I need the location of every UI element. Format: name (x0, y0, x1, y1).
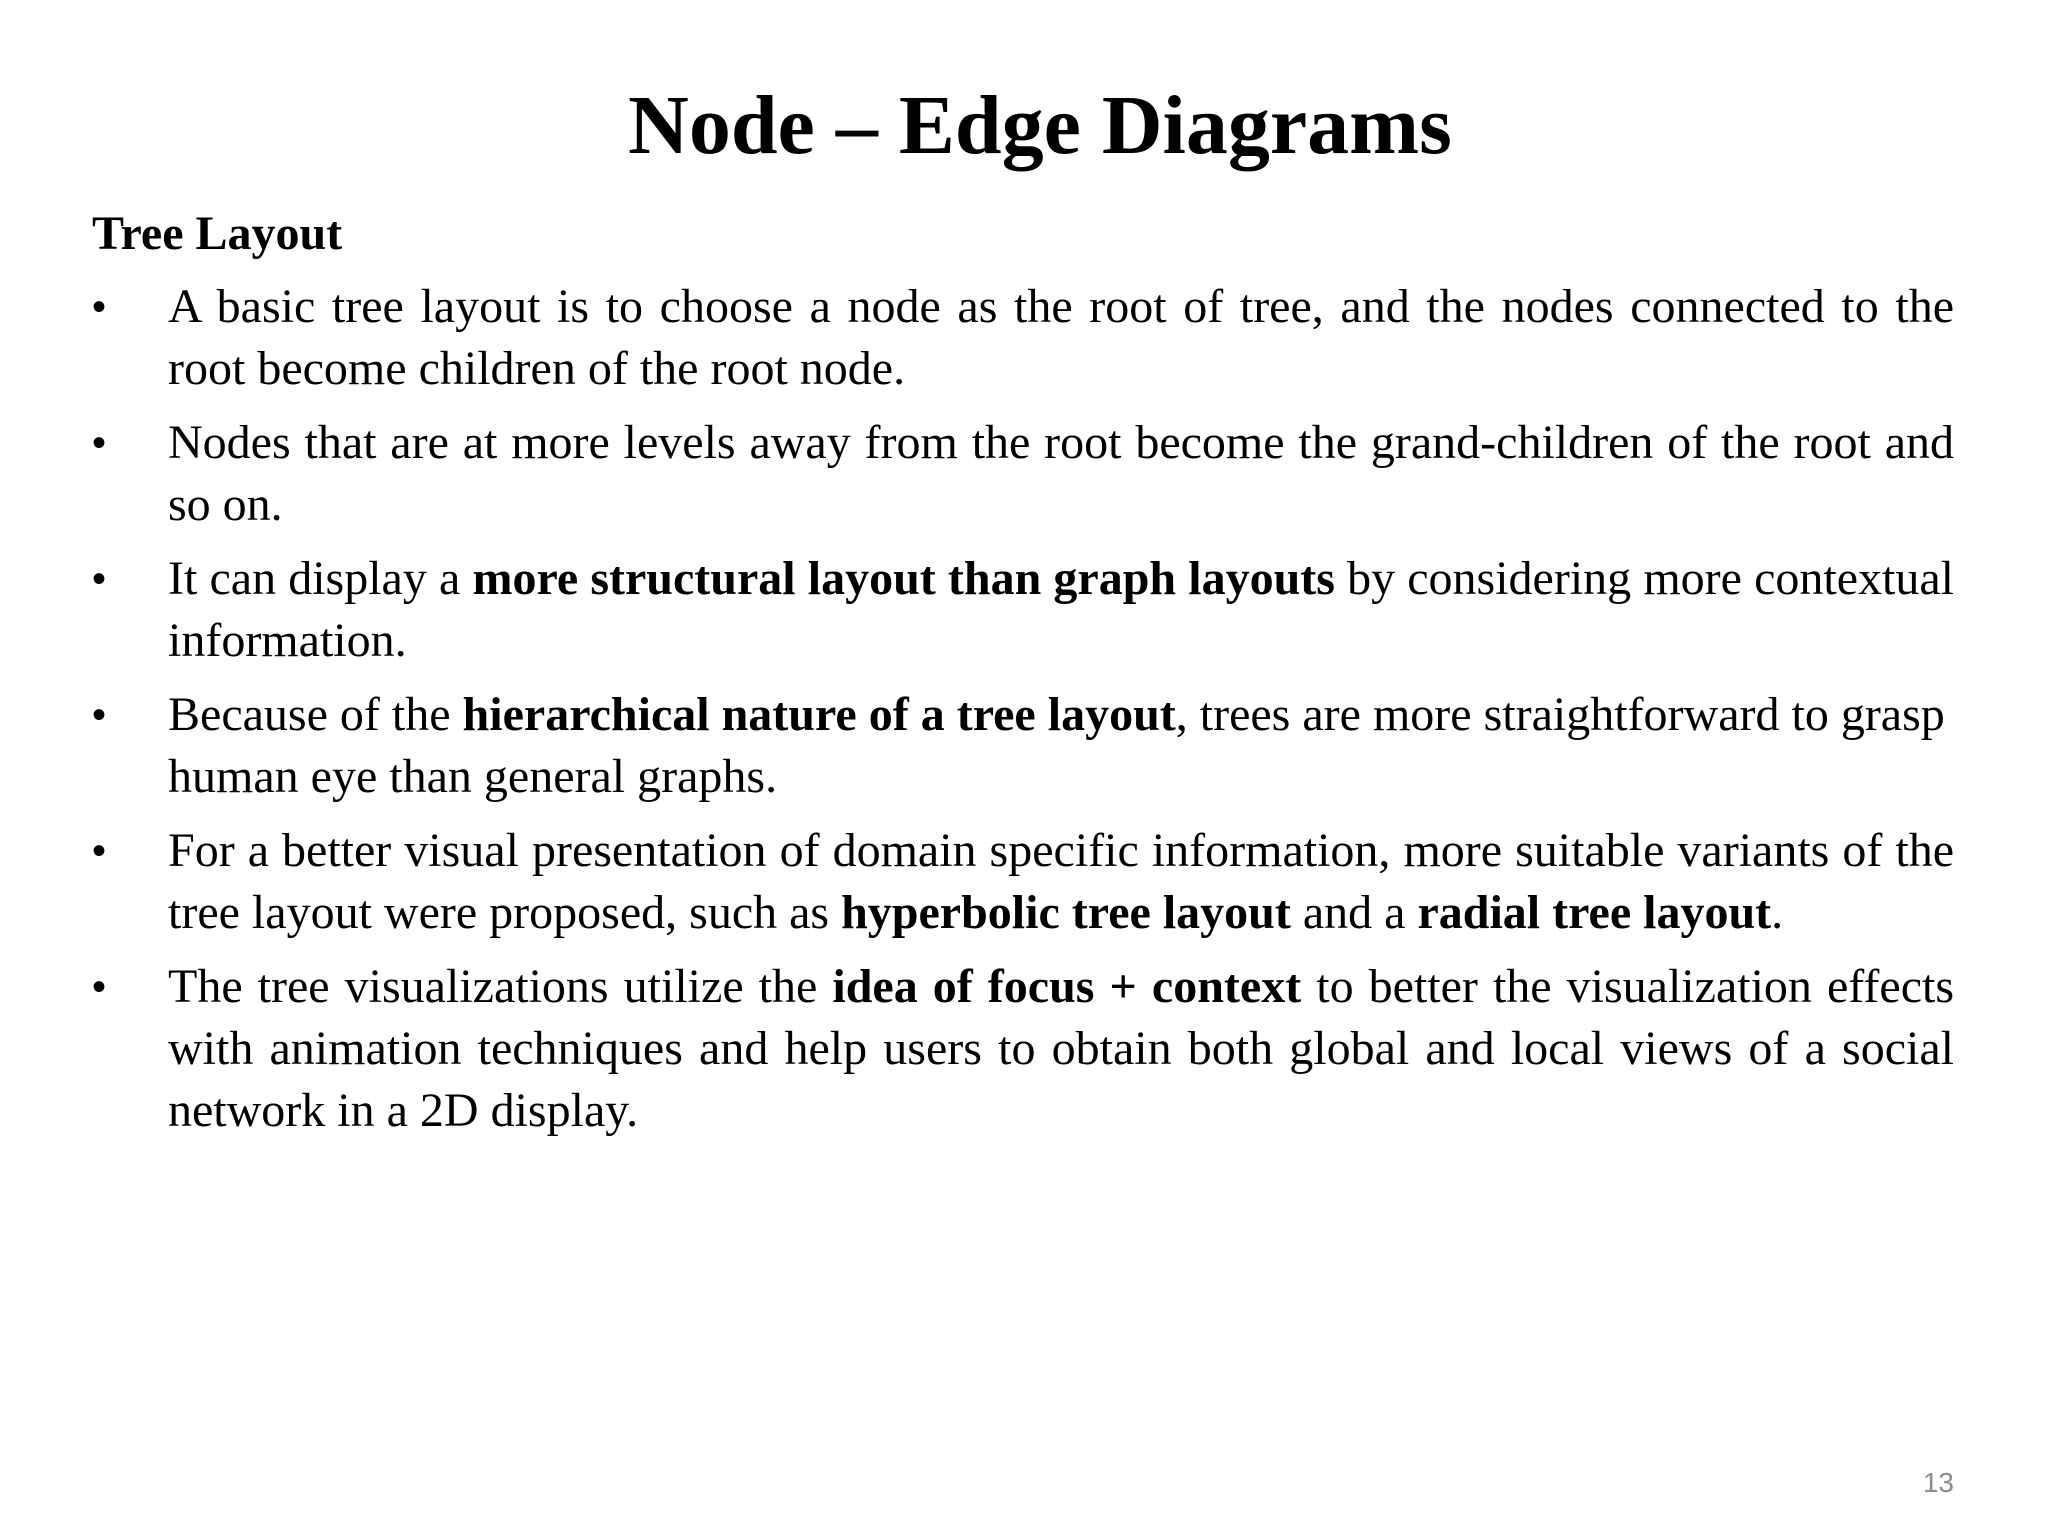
bullet-item (92, 548, 1954, 672)
text-segment: by considering more contextual information. (168, 552, 1955, 667)
bold-text-segment: idea of focus + context (832, 960, 1302, 1013)
bullet-text (168, 552, 1954, 667)
bold-text-segment: more structural layout than graph layouts (472, 552, 1335, 605)
bullet-text (168, 280, 1954, 395)
bullet-item (92, 956, 1954, 1142)
text-segment: Because of the (168, 688, 463, 741)
page-number: 13 (1922, 1467, 1954, 1498)
bold-text-segment: radial tree layout (1417, 886, 1772, 939)
text-segment: . (1771, 886, 1784, 939)
text-segment: A basic tree layout is to choose a node as the root of tree, and the nodes connected to the root become children of the root node. (168, 280, 1954, 395)
bullet-text (168, 960, 1954, 1137)
text-segment: to better the visualization effects with animation techniques and help users to obtain both global and local views of a social network in a 2D display. (168, 960, 1955, 1137)
bullet-item (92, 412, 1954, 536)
bullet-marker: • (92, 557, 107, 601)
bullet-marker: • (92, 421, 107, 465)
bullet-item (92, 820, 1954, 944)
bullet-list (92, 276, 1954, 1154)
text-segment: Nodes that are at more levels away from the root become the grand-children of the root and so on. (168, 416, 1954, 531)
bold-text-segment: hierarchical nature of a tree layout (462, 688, 1176, 741)
bullet-marker: • (92, 285, 107, 329)
text-segment: The tree visualizations utilize the (168, 960, 833, 1013)
section-heading: Tree Layout (92, 207, 343, 260)
bullet-marker: • (92, 965, 107, 1009)
bullet-item (92, 684, 1954, 808)
text-segment: For a better visual presentation of domain specific information, more suitable variants of the tree layout were proposed, such as (168, 824, 1954, 939)
bullet-text (168, 688, 1945, 803)
slide-title: Node – Edge Diagrams (628, 79, 1452, 172)
text-segment: , trees are more straightforward to grasp human eye than general graphs. (168, 688, 1945, 803)
bullet-item (92, 276, 1954, 400)
text-segment: It can display a (168, 552, 473, 605)
bullet-marker: • (92, 829, 107, 873)
bold-text-segment: hyperbolic tree layout (841, 886, 1291, 939)
bullet-text (168, 824, 1954, 939)
bullet-marker: • (92, 693, 107, 737)
text-segment: and a (1290, 886, 1418, 939)
bullet-text (168, 416, 1954, 531)
